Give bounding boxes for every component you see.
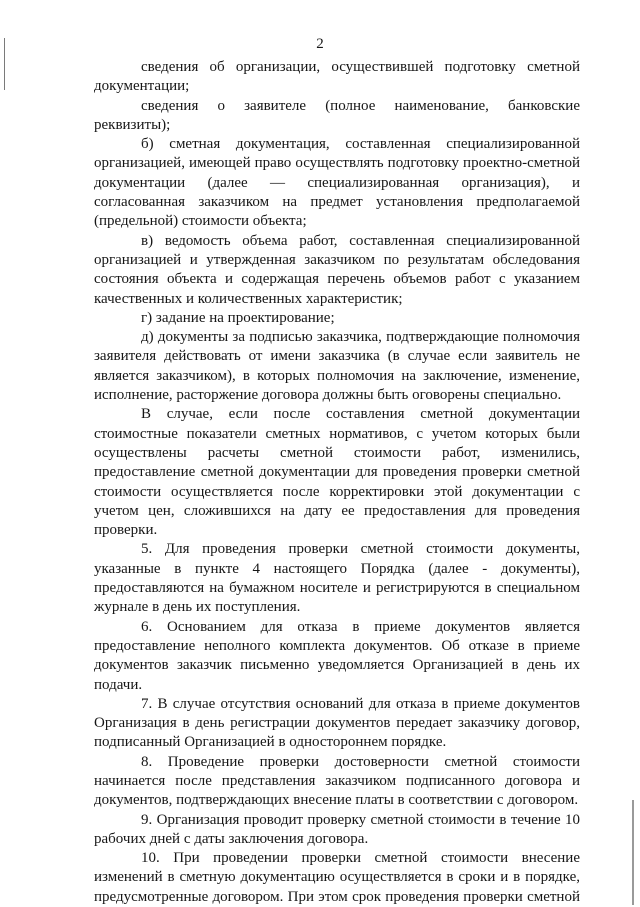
paragraph-line: д) документы за подписью заказчика, подтверждающие полномочия — [141, 329, 580, 346]
paragraph-line: является заказчиком), в которых полномочия на заключение, изменение, — [94, 367, 580, 384]
paragraph-line: 10. При проведении проверки сметной стоимости внесение — [141, 850, 580, 867]
paragraph-line: качественных и количественных характеристик; — [94, 290, 403, 307]
paragraph-line: проверки. — [94, 522, 158, 539]
paragraph-line: стоимости осуществляется после корректировки этой документации с — [94, 483, 580, 500]
paragraph-line: б) сметная документация, составленная специализированной — [141, 136, 580, 153]
paragraph-line: документации; — [94, 78, 190, 95]
paragraph-line: предусмотренные договором. При этом срок проведения проверки сметной — [94, 888, 580, 905]
paragraph-line: рабочих дней с даты заключения договора. — [94, 830, 369, 847]
paragraph-line: предоставление сметной документации для проведения проверки сметной — [94, 464, 580, 481]
paragraph — [94, 58, 580, 97]
paragraph-line: документов заказчик письменно уведомляется Организацией в день их — [94, 657, 580, 674]
paragraph-line: 7. В случае отсутствия оснований для отказа в приеме документов — [141, 695, 580, 712]
scan-edge-mark-right — [632, 800, 634, 905]
paragraph-line: предоставление неполного комплекта документов. Об отказе в приеме — [94, 637, 580, 654]
paragraph-line: сведения о заявителе (полное наименование, банковские — [141, 97, 580, 114]
paragraph-line: состояния объекта и содержащая перечень объемов работ с указанием — [94, 271, 580, 288]
paragraph-line: стоимостные показатели сметных нормативов, с учетом которых были — [94, 425, 580, 442]
paragraph-line: заявителя действовать от имени заказчика (в случае если заявитель не — [94, 348, 580, 365]
paragraph-line: организацией и утвержденная заказчиком по результатам обследования — [94, 251, 580, 268]
paragraph-line: Организация в день регистрации документов передает заказчику договор, — [94, 715, 580, 732]
page-number: 2 — [316, 36, 324, 52]
paragraph — [94, 135, 580, 231]
paragraph-line: документации (далее — специализированная организация), и — [94, 174, 580, 191]
paragraph-line: подачи. — [94, 676, 143, 693]
paragraph-line: реквизиты); — [94, 116, 171, 133]
paragraph-line: исполнение, расторжение договора должны быть оговорены специально. — [94, 387, 562, 404]
paragraph — [94, 328, 580, 405]
paragraph-line: г) задание на проектирование; — [141, 309, 335, 326]
paragraph — [94, 753, 580, 811]
document-body — [94, 58, 580, 907]
paragraph-line: В случае, если после составления сметной документации — [141, 406, 580, 423]
paragraph — [94, 540, 580, 617]
paragraph-line: указанные в пункте 4 настоящего Порядка (далее - документы), — [94, 560, 580, 577]
paragraph-line: в) ведомость объема работ, составленная специализированной — [141, 232, 580, 249]
paragraph-line: 5. Для проведения проверки сметной стоимости документы, — [141, 541, 580, 558]
paragraph-line: организацией, имеющей право осуществлять подготовку проектно-сметной — [94, 155, 580, 172]
paragraph-line: журнале в день их поступления. — [94, 599, 301, 616]
paragraph-line: сведения об организации, осуществившей подготовку сметной — [141, 59, 580, 75]
paragraph — [94, 811, 580, 850]
paragraph — [94, 232, 580, 309]
paragraph — [94, 695, 580, 753]
paragraph — [94, 618, 580, 695]
paragraph-line: 8. Проведение проверки достоверности сметной стоимости — [141, 753, 580, 770]
paragraph-line: осуществлены расчеты сметной стоимости работ, изменились, — [94, 444, 580, 461]
paragraph — [94, 849, 580, 907]
paragraph-line: учетом цен, сложившихся на дату ее предоставления для проведения — [94, 502, 580, 519]
paragraph-line: документов, подтверждающих внесение платы в соответствии с договором. — [94, 792, 579, 809]
paragraph — [94, 309, 580, 328]
paragraph-line: начинается после представления заказчиком подписанного договора и — [94, 772, 580, 789]
paragraph-line: изменений в сметную документацию осуществляется в сроки и в порядке, — [94, 869, 580, 886]
paragraph-line: (предельной) стоимости объекта; — [94, 213, 307, 230]
paragraph-line: согласованная заказчиком на предмет установления предполагаемой — [94, 194, 580, 211]
paragraph-line: 6. Основанием для отказа в приеме документов является — [141, 618, 580, 635]
paragraph-line: 9. Организация проводит проверку сметной стоимости в течение 10 — [141, 811, 580, 828]
paragraph-line: предоставляются на бумажном носителе и регистрируются в специальном — [94, 580, 580, 597]
paragraph-line: подписанный Организацией в одностороннем порядке. — [94, 734, 447, 751]
paragraph — [94, 405, 580, 540]
paragraph — [94, 97, 580, 136]
